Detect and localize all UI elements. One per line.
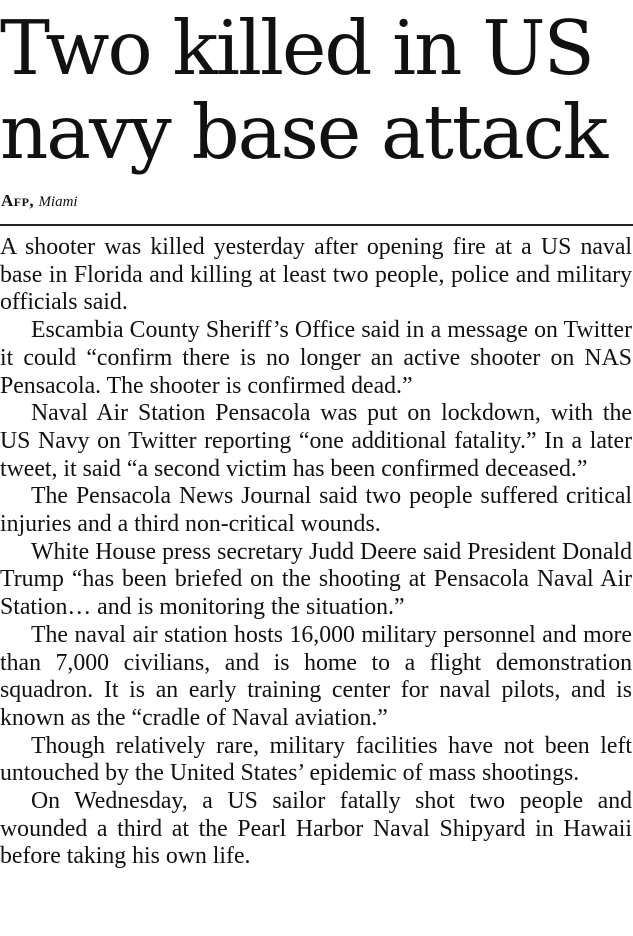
headline-line-1: Two killed in US	[0, 4, 593, 92]
headline-line-2: navy base attack	[0, 88, 607, 176]
headline-divider	[0, 224, 633, 226]
paragraph-6: The naval air station hosts 16,000 military personnel and more than 7,000 civilians, and is home to a flight demonstration squadron. It is an early training center for naval pilots, and is known as the “cradle of Naval aviation.”	[0, 621, 632, 731]
paragraph-2: Escambia County Sheriff’s Office said in a message on Twitter it could “confirm there is no longer an active shooter on NAS Pensacola. The shooter is confirmed dead.”	[0, 317, 632, 399]
article-body	[0, 234, 632, 871]
byline-agency: Afp,	[1, 191, 35, 210]
paragraph-3: Naval Air Station Pensacola was put on lockdown, with the US Navy on Twitter reporting “one additional fatality.” In a later tweet, it said “a second victim has been confirmed deceased.”	[0, 400, 632, 482]
byline	[1, 190, 78, 213]
byline-dateline: Miami	[38, 194, 78, 210]
paragraph-4: The Pensacola News Journal said two people suffered critical injuries and a third non-critical wounds.	[0, 483, 632, 538]
headline	[0, 6, 633, 174]
paragraph-7: Though relatively rare, military facilities have not been left untouched by the United States’ epidemic of mass shootings.	[0, 732, 632, 787]
paragraph-5: White House press secretary Judd Deere said President Donald Trump “has been briefed on the shooting at Pensacola Naval Air Station… and is monitoring the situation.”	[0, 538, 632, 621]
paragraph-1: A shooter was killed yesterday after opening fire at a US naval base in Florida and killing at least two people, police and military officials said.	[0, 234, 632, 316]
paragraph-8: On Wednesday, a US sailor fatally shot two people and wounded a third at the Pearl Harbor Naval Shipyard in Hawaii before taking his own life.	[0, 788, 632, 870]
